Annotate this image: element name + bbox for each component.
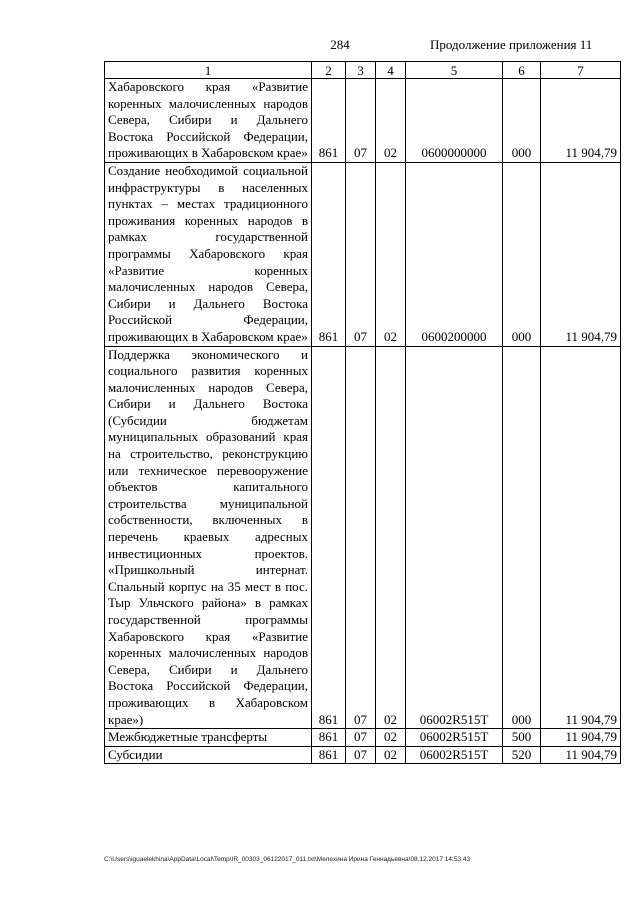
cell-amount: 11 904,79 [541, 162, 621, 346]
column-header: 7 [541, 62, 621, 79]
column-header: 3 [346, 62, 376, 79]
cell-section: 07 [346, 79, 376, 163]
cell-expense-type: 000 [503, 346, 541, 729]
cell-expense-type: 520 [503, 746, 541, 764]
cell-code: 861 [312, 346, 346, 729]
cell-subsection: 02 [376, 79, 406, 163]
header-row [105, 62, 621, 79]
table-row [105, 346, 621, 729]
cell-code: 861 [312, 746, 346, 764]
cell-target-article: 0600000000 [406, 79, 503, 163]
row-name: Межбюджетные трансферты [105, 729, 312, 747]
column-header: 5 [406, 62, 503, 79]
cell-target-article: 06002R515T [406, 346, 503, 729]
column-header: 6 [503, 62, 541, 79]
table-row [105, 162, 621, 346]
cell-expense-type: 000 [503, 79, 541, 163]
cell-code: 861 [312, 729, 346, 747]
cell-target-article: 0600200000 [406, 162, 503, 346]
row-name: Хабаровского края «Развитие коренных малочисленных народов Севера, Сибири и Дальнего Востока Российской Федерации, проживающих в Хабаровском крае» [105, 79, 312, 163]
row-name: Поддержка экономического и социального развития коренных малочисленных народов Севера, Сибири и Дальнего Востока (Субсидии бюджетам муниципальных образований края на строительство, реконструкцию или техническое перевооружение объектов капитального строительства муниципальной собственности, включенных в перечень краевых адресных инвестиционных проектов. «Пришкольный интернат. Спальный корпус на 35 мест в пос. Тыр Ульчского района» в рамках государственной программы Хабаровского края «Развитие коренных малочисленных народов Севера, Сибири и Дальнего Востока Российской Федерации, проживающих в Хабаровском крае») [105, 346, 312, 729]
cell-section: 07 [346, 162, 376, 346]
page-number: 284 [330, 37, 350, 52]
column-header: 2 [312, 62, 346, 79]
table-row [105, 729, 621, 747]
cell-code: 861 [312, 162, 346, 346]
row-name: Субсидии [105, 746, 312, 764]
cell-subsection: 02 [376, 746, 406, 764]
column-header: 1 [105, 62, 312, 79]
cell-section: 07 [346, 746, 376, 764]
cell-section: 07 [346, 729, 376, 747]
cell-target-article: 06002R515T [406, 729, 503, 747]
budget-table [104, 61, 621, 764]
cell-target-article: 06002R515T [406, 746, 503, 764]
cell-expense-type: 500 [503, 729, 541, 747]
cell-section: 07 [346, 346, 376, 729]
cell-subsection: 02 [376, 729, 406, 747]
cell-amount: 11 904,79 [541, 729, 621, 747]
cell-code: 861 [312, 79, 346, 163]
cell-expense-type: 000 [503, 162, 541, 346]
continuation-title: Продолжение приложения 11 [430, 37, 593, 52]
cell-subsection: 02 [376, 346, 406, 729]
cell-amount: 11 904,79 [541, 746, 621, 764]
row-name: Создание необходимой социальной инфраструктуры в населенных пунктах – местах традиционного проживания коренных народов в рамках государственной программы Хабаровского края «Развитие коренных малочисленных народов Севера, Сибири и Дальнего Востока Российской Федерации, проживающих в Хабаровском крае» [105, 162, 312, 346]
cell-subsection: 02 [376, 162, 406, 346]
cell-amount: 11 904,79 [541, 79, 621, 163]
cell-amount: 11 904,79 [541, 346, 621, 729]
file-path-footer: C:\Users\iguaelekhina\AppData\Local\Temp\IR_00303_06122017_011.txt\Мелехина Ирина Геннадьевна\08.12.2017 14:53:43 [104, 856, 471, 863]
table-row [105, 746, 621, 764]
column-header: 4 [376, 62, 406, 79]
table-row [105, 79, 621, 163]
